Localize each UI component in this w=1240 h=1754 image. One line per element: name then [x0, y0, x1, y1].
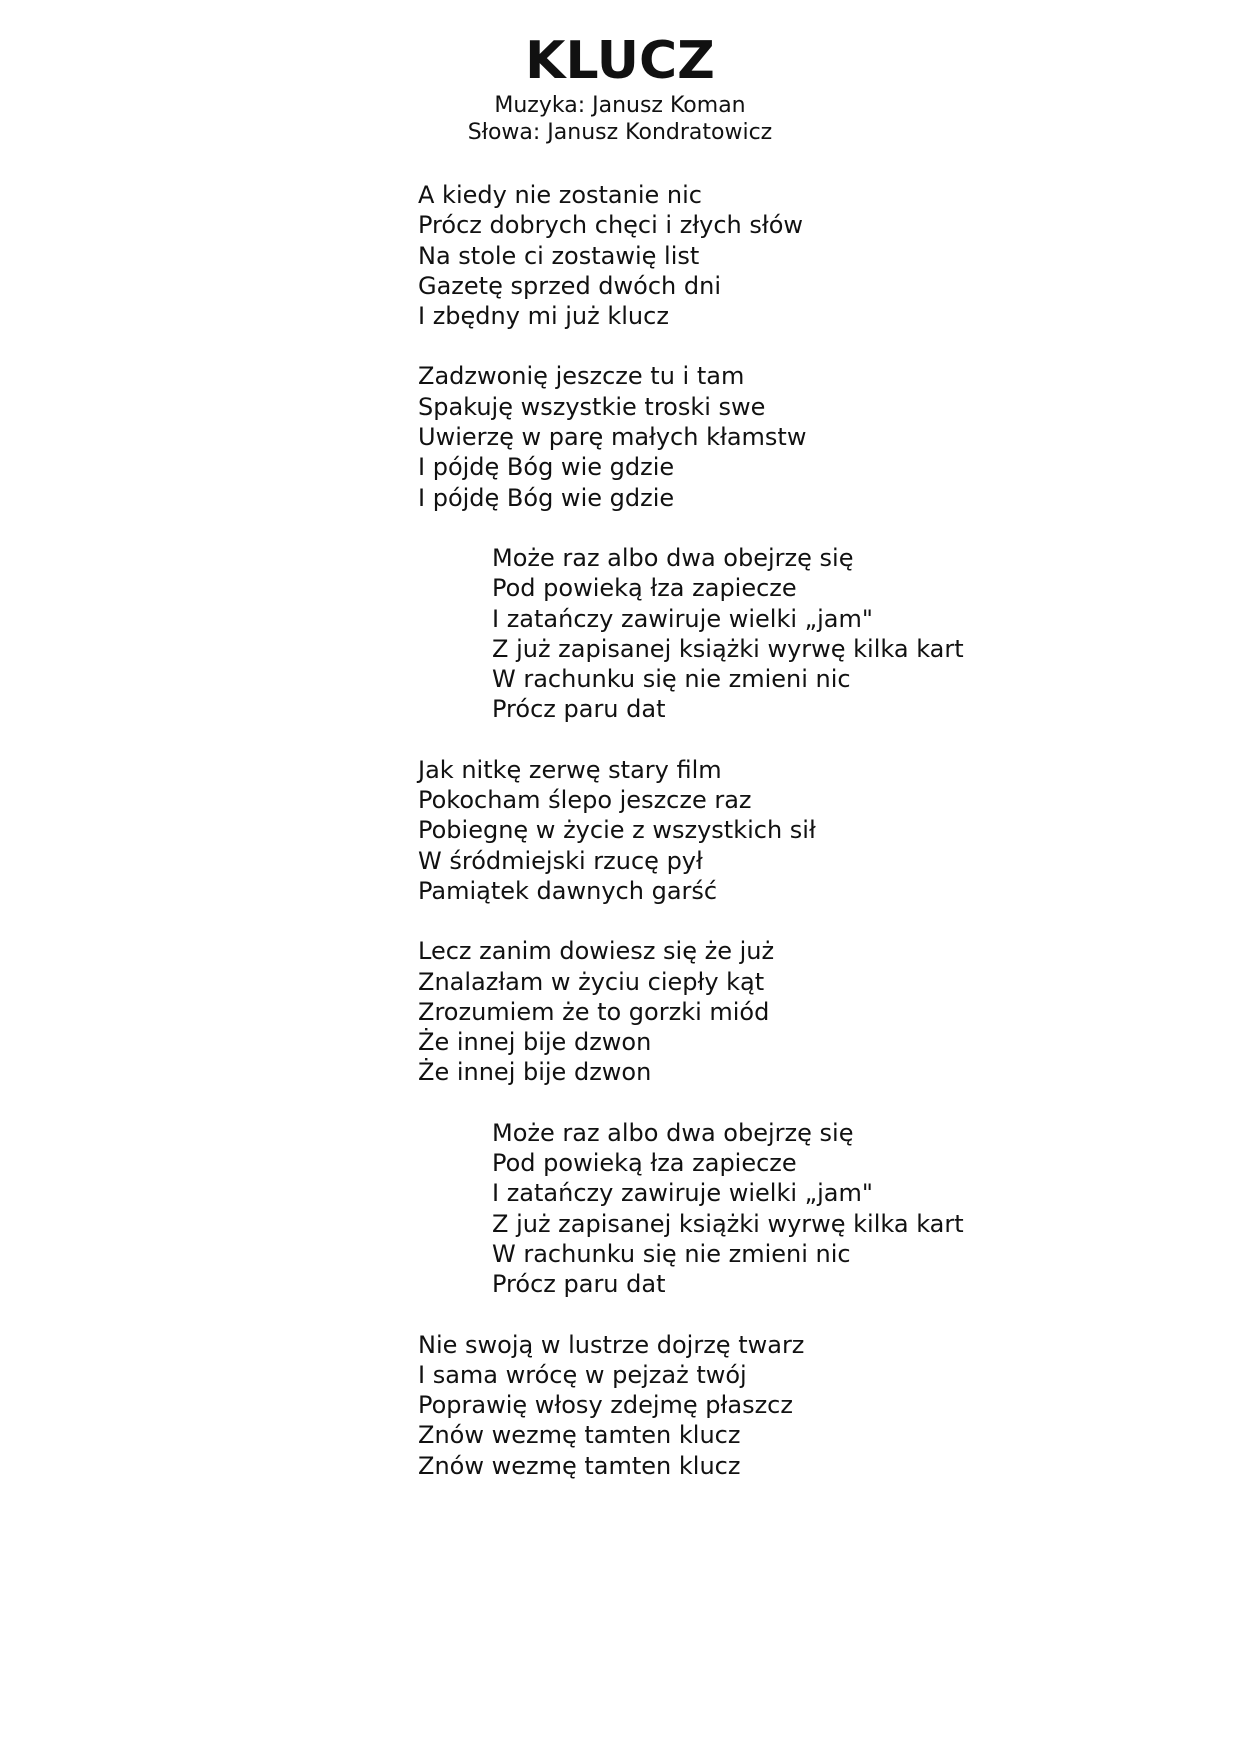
lyric-line: Poprawię włosy zdejmę płaszcz	[418, 1391, 793, 1420]
lyric-line: Pokocham ślepo jeszcze raz	[418, 786, 752, 815]
music-credit: Muzyka: Janusz Koman	[494, 93, 746, 118]
lyric-line: Spakuję wszystkie troski swe	[418, 392, 766, 421]
lyric-line: Zadzwonię jeszcze tu i tam	[418, 362, 745, 391]
lyric-line: Gazetę sprzed dwóch dni	[418, 271, 721, 300]
lyric-line: I zbędny mi już klucz	[418, 302, 669, 331]
lyric-line: Z już zapisanej książki wyrwę kilka kart	[492, 1209, 964, 1238]
lyric-line: I pójdę Bóg wie gdzie	[418, 483, 675, 512]
lyric-line: W rachunku się nie zmieni nic	[492, 1239, 851, 1268]
lyric-line: W śródmiejski rzucę pył	[418, 846, 703, 875]
lyric-line: Znów wezmę tamten klucz	[418, 1421, 741, 1450]
lyric-line: Lecz zanim dowiesz się że już	[418, 937, 775, 966]
lyric-line: W rachunku się nie zmieni nic	[492, 665, 851, 694]
lyric-line: I sama wrócę w pejzaż twój	[418, 1360, 747, 1389]
verse-stanza	[418, 1330, 1178, 1481]
verse-stanza	[418, 361, 1178, 512]
verse-stanza	[418, 755, 1178, 906]
lyric-line: Pod powieką łza zapiecze	[492, 1149, 797, 1178]
verse-stanza	[418, 936, 1178, 1087]
lyric-line: Pamiątek dawnych garść	[418, 876, 718, 905]
lyric-line: Pod powieką łza zapiecze	[492, 574, 797, 603]
lyric-line: Prócz paru dat	[492, 1270, 666, 1299]
lyric-line: Jak nitkę zerwę stary film	[418, 755, 722, 784]
lyrics-credit: Słowa: Janusz Kondratowicz	[467, 120, 773, 145]
lyric-line: Może raz albo dwa obejrzę się	[492, 543, 854, 572]
lyric-line: Pobiegnę w życie z wszystkich sił	[418, 816, 816, 845]
lyric-line: Prócz paru dat	[492, 695, 666, 724]
lyric-line: Uwierzę w parę małych kłamstw	[418, 423, 807, 452]
song-header	[0, 30, 1240, 146]
lyric-line: I pójdę Bóg wie gdzie	[418, 453, 675, 482]
lyric-line: Na stole ci zostawię list	[418, 241, 700, 270]
lyric-line: Z już zapisanej książki wyrwę kilka kart	[492, 634, 964, 663]
lyric-line: Nie swoją w lustrze dojrzę twarz	[418, 1330, 805, 1359]
lyric-line: A kiedy nie zostanie nic	[418, 181, 702, 209]
lyric-line: Że innej bije dzwon	[418, 1028, 652, 1057]
lyric-line: Może raz albo dwa obejrzę się	[492, 1118, 854, 1147]
chorus-stanza	[418, 543, 1178, 725]
lyric-line: Znów wezmę tamten klucz	[418, 1451, 741, 1480]
lyrics-body	[418, 180, 1178, 1511]
lyric-line: Zrozumiem że to gorzki miód	[418, 997, 770, 1026]
lyric-line: I zatańczy zawiruje wielki „jam"	[492, 604, 873, 633]
chorus-stanza	[418, 1118, 1178, 1300]
lyric-line: Znalazłam w życiu ciepły kąt	[418, 967, 765, 996]
lyric-line: Prócz dobrych chęci i złych słów	[418, 211, 804, 240]
song-title: KLUCZ	[525, 31, 715, 91]
verse-stanza	[418, 180, 1178, 331]
lyric-line: I zatańczy zawiruje wielki „jam"	[492, 1179, 873, 1208]
lyric-line: Że innej bije dzwon	[418, 1058, 652, 1087]
